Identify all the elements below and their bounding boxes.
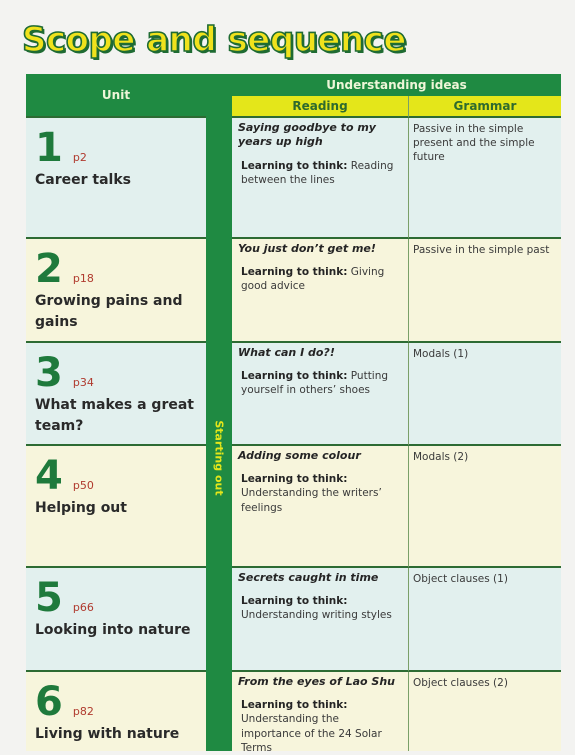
- unit-number: 6: [35, 679, 63, 725]
- reading-title: Secrets caught in time: [238, 571, 379, 584]
- understanding-ideas-header: Understanding ideas: [232, 74, 561, 96]
- unit-title: Career talks: [35, 172, 131, 188]
- reading-title: Adding some colour: [238, 449, 361, 462]
- reading-cell: [232, 446, 408, 568]
- reading-title: What can I do?!: [238, 346, 335, 359]
- unit-number: 2: [35, 246, 63, 292]
- ltt-text: Understanding the writers’ feelings: [241, 487, 382, 514]
- unit-cell: [26, 343, 206, 446]
- grammar-cell: [408, 118, 561, 239]
- starting-out-label: Starting out: [212, 420, 226, 496]
- unit-title: Growing pains and gains: [35, 293, 183, 330]
- ltt-label: Learning to think:: [241, 370, 348, 383]
- ltt-text: Reading between the lines: [241, 159, 394, 186]
- grammar-text: Passive in the simple past: [413, 244, 550, 256]
- ltt-text: Understanding the importance of the 24 Solar Terms: [241, 713, 382, 754]
- unit-header: Unit: [26, 74, 206, 118]
- reading-cell: [232, 118, 408, 239]
- ltt-text: Understanding writing styles: [241, 609, 392, 622]
- page-title: Scope and sequence: [22, 20, 406, 60]
- unit-cell: [26, 118, 206, 239]
- reading-cell: [232, 239, 408, 343]
- unit-number: 4: [35, 453, 63, 499]
- grammar-cell: [408, 343, 561, 446]
- ltt-label: Learning to think:: [241, 473, 348, 486]
- unit-title: Looking into nature: [35, 622, 191, 638]
- unit-number: 5: [35, 575, 63, 621]
- starting-out-strip: [206, 74, 232, 751]
- unit-page: p50: [72, 479, 94, 492]
- ltt-text: Putting yourself in others’ shoes: [241, 370, 389, 397]
- grammar-cell: [408, 672, 561, 751]
- reading-cell: [232, 343, 408, 446]
- unit-title: What makes a great team?: [35, 397, 194, 434]
- unit-page: p66: [72, 601, 94, 614]
- grammar-text: Object clauses (1): [413, 573, 508, 585]
- grammar-text: Modals (2): [413, 451, 469, 463]
- unit-page: p18: [72, 272, 94, 285]
- ltt-text: Giving good advice: [241, 266, 385, 293]
- learning-to-think: [238, 265, 402, 293]
- unit-number: 1: [35, 125, 63, 171]
- reading-title: Saying goodbye to my years up high: [238, 121, 376, 149]
- unit-cell: [26, 446, 206, 568]
- reading-header: Reading: [232, 96, 408, 118]
- unit-page: p34: [72, 376, 94, 389]
- reading-cell: [232, 672, 408, 754]
- grammar-cell: [408, 568, 561, 672]
- reading-title: You just don’t get me!: [238, 242, 376, 255]
- grammar-text: Object clauses (2): [413, 677, 508, 689]
- ltt-label: Learning to think:: [241, 266, 348, 279]
- unit-page: p2: [72, 151, 87, 164]
- learning-to-think: [238, 472, 402, 515]
- ltt-label: Learning to think:: [241, 159, 348, 172]
- ltt-label: Learning to think:: [241, 595, 348, 608]
- reading-cell: [232, 568, 408, 672]
- grammar-cell: [408, 239, 561, 343]
- grammar-cell: [408, 446, 561, 568]
- reading-title: From the eyes of Lao Shu: [238, 675, 396, 688]
- unit-title: Living with nature: [35, 726, 180, 742]
- unit-title: Helping out: [35, 500, 127, 516]
- unit-page: p82: [72, 705, 94, 718]
- grammar-text: Modals (1): [413, 348, 469, 360]
- learning-to-think: [238, 594, 402, 622]
- learning-to-think: [238, 698, 402, 755]
- grammar-header: Grammar: [408, 96, 561, 118]
- unit-cell: [26, 672, 206, 751]
- scope-sequence-table: [26, 74, 561, 754]
- grammar-text: Passive in the simple present and the simple future: [413, 123, 535, 164]
- ltt-label: Learning to think:: [241, 699, 348, 712]
- learning-to-think: [238, 159, 402, 187]
- unit-number: 3: [35, 350, 63, 396]
- unit-cell: [26, 568, 206, 672]
- unit-cell: [26, 239, 206, 343]
- learning-to-think: [238, 369, 402, 397]
